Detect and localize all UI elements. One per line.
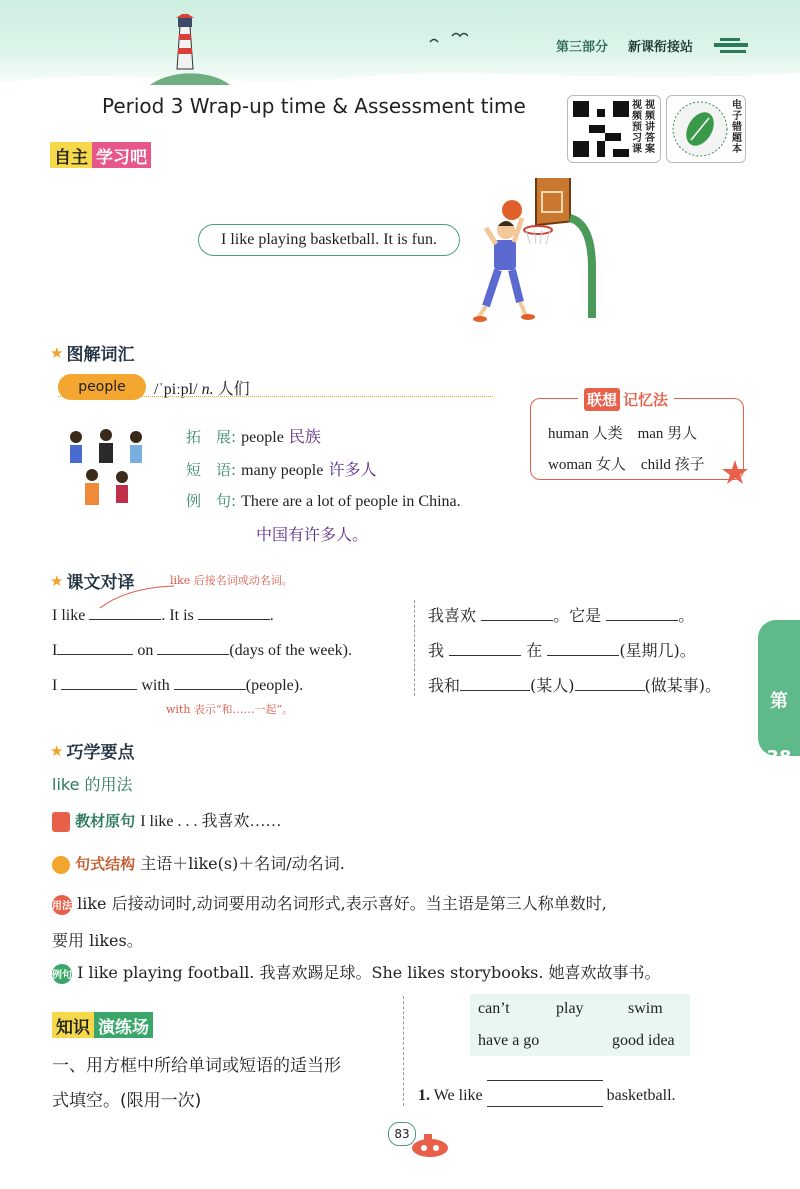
day-side-tab: 第 38 天 bbox=[758, 620, 800, 756]
word-item: can’t bbox=[478, 1000, 510, 1017]
word-item: have a go bbox=[478, 1032, 540, 1049]
practice-divider bbox=[403, 996, 404, 1106]
header-section: 新课衔接站 bbox=[628, 40, 694, 55]
qr2-label: 电 子 错 题 本 bbox=[732, 100, 742, 155]
vocab-row-example: 例 句: There are a lot of people in China. bbox=[186, 492, 461, 510]
key-points-heading: ★ 巧学要点 bbox=[50, 741, 135, 763]
example-icon: 例句 bbox=[52, 964, 72, 984]
lighthouse-icon bbox=[170, 14, 200, 74]
vocab-heading: ★ 图解词汇 bbox=[50, 343, 135, 365]
practice-instruction-2: 式填空。(限用一次) bbox=[52, 1091, 202, 1111]
trans-right-1: 我喜欢 。它是 。 bbox=[428, 606, 695, 625]
people-illustration bbox=[62, 425, 152, 511]
memory-line-1: human 人类 man 男人 bbox=[548, 426, 698, 442]
header-bar-icon bbox=[714, 38, 748, 54]
usage-row: 用法 like 后接动词时,动词要用动名词形式,表示喜好。当主语是第三人称单数时, bbox=[52, 894, 607, 913]
tag-part-2: 演练场 bbox=[94, 1012, 153, 1038]
question-1: 1. We like basketball. bbox=[418, 1080, 676, 1108]
basketball-player-illustration bbox=[470, 178, 610, 326]
book-icon bbox=[52, 812, 70, 832]
header-part: 第三部分 bbox=[556, 40, 609, 55]
qr1-label: 视 频 预 习 课 bbox=[632, 100, 642, 155]
page-title: Period 3 Wrap-up time & Assessment time bbox=[102, 94, 526, 118]
usage-icon: 用法 bbox=[52, 895, 72, 915]
trans-right-3: 我和 (某人) (做某事)。 bbox=[428, 676, 722, 695]
trans-right-2: 我 在 (星期几)。 bbox=[428, 641, 696, 660]
star-icon: ★ bbox=[50, 571, 64, 590]
column-divider bbox=[414, 600, 415, 696]
tag-part-2: 学习吧 bbox=[92, 142, 151, 168]
speech-bubble: I like playing basketball. It is fun. bbox=[198, 224, 460, 256]
qr1-label-2: 视 频 讲 答 案 bbox=[645, 100, 655, 155]
starfish-icon bbox=[720, 458, 750, 486]
dotted-divider bbox=[58, 396, 493, 397]
answer-blank[interactable] bbox=[487, 1080, 603, 1108]
star-icon: ★ bbox=[50, 741, 64, 760]
leaf-qr-icon bbox=[671, 100, 729, 158]
vocab-row-extend: 拓 展: people 民族 bbox=[186, 427, 321, 446]
qr-code-video[interactable] bbox=[567, 95, 661, 163]
like-note: like 后接名词或动名词。 bbox=[170, 574, 293, 587]
self-study-tag bbox=[50, 142, 151, 168]
word-item: good idea bbox=[612, 1032, 675, 1049]
example-row: 例句 I like playing football. 我喜欢踢足球。She likes storybooks. 她喜欢故事书。 bbox=[52, 963, 661, 982]
qr-icon bbox=[573, 101, 629, 157]
original-sentence: 教材原句 I like . . . 我喜欢…… bbox=[52, 808, 282, 832]
page-number: 83 bbox=[388, 1122, 416, 1146]
pencil-icon bbox=[52, 856, 70, 874]
with-note: with 表示“和……一起”。 bbox=[166, 703, 294, 716]
vocab-word: people bbox=[58, 374, 146, 400]
practice-tag bbox=[52, 1012, 153, 1038]
tag-part-1: 知识 bbox=[52, 1012, 94, 1038]
practice-instruction-1: 一、用方框中所给单词或短语的适当形 bbox=[52, 1056, 341, 1076]
usage-row-2: 要用 likes。 bbox=[52, 931, 143, 950]
key-points-subtitle: like 的用法 bbox=[52, 775, 133, 794]
memory-line-2: woman 女人 child 孩子 bbox=[548, 457, 705, 473]
word-item: play bbox=[556, 1000, 584, 1017]
header-hills bbox=[0, 55, 800, 95]
bird-icon bbox=[428, 30, 468, 46]
word-box bbox=[470, 994, 690, 1056]
word-item: swim bbox=[628, 1000, 663, 1017]
vocab-definition: /ˈpiːpl/ n. 人们 bbox=[154, 381, 250, 398]
qr-code-error-book[interactable] bbox=[666, 95, 746, 163]
structure-row: 句式结构 主语＋like(s)＋名词/动名词. bbox=[52, 851, 345, 874]
memory-box-title: 联想 记忆法 bbox=[578, 387, 674, 411]
example-translation: 中国有许多人。 bbox=[256, 525, 369, 544]
trans-left-1: I like . It is . bbox=[52, 603, 274, 625]
star-icon: ★ bbox=[50, 343, 64, 362]
trans-left-3: I with (people). bbox=[52, 673, 303, 695]
submarine-icon bbox=[408, 1128, 452, 1160]
vocab-row-phrase: 短 语: many people 许多人 bbox=[186, 460, 377, 479]
tag-part-1: 自主 bbox=[50, 142, 92, 168]
trans-left-2: I on (days of the week). bbox=[52, 638, 352, 660]
translation-heading: ★ 课文对译 bbox=[50, 571, 135, 593]
